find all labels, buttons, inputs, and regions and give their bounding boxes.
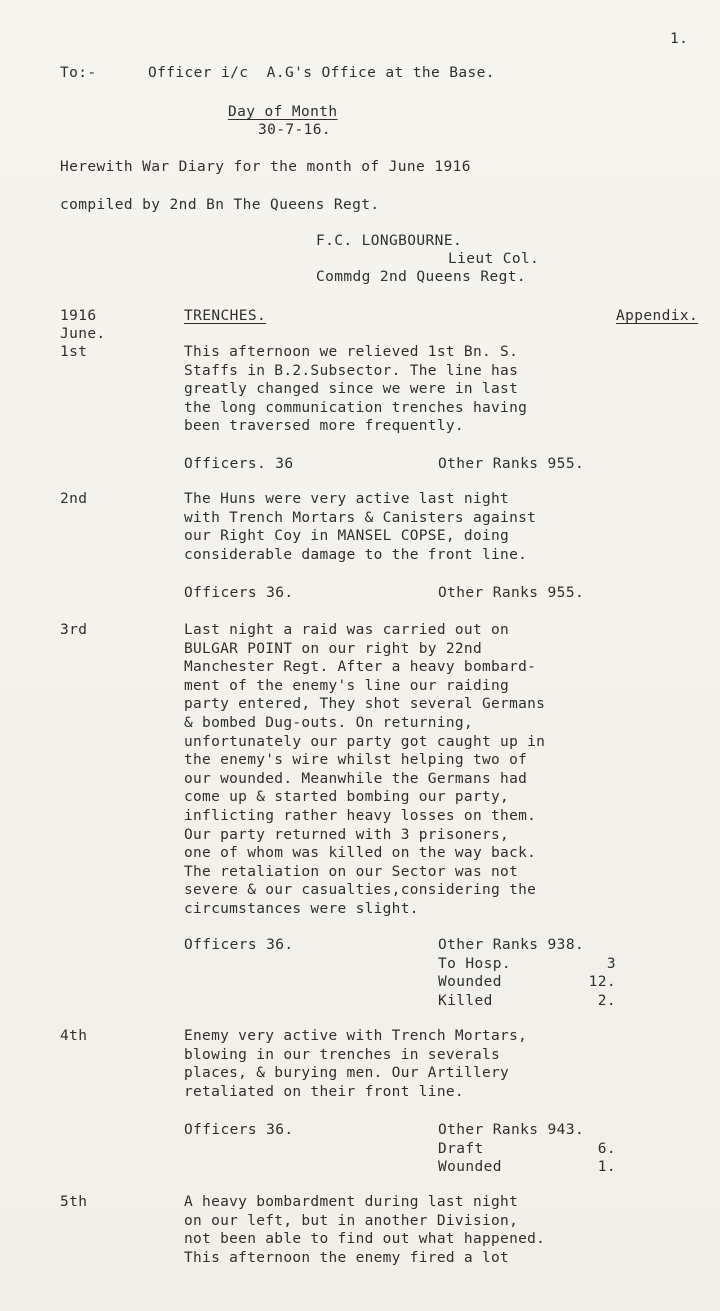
strength-row bbox=[184, 455, 616, 474]
casualty-label: Draft bbox=[438, 1140, 484, 1157]
entry-day: 1st bbox=[60, 344, 88, 360]
officers-count: Officers 36. bbox=[184, 585, 294, 601]
entry-line: Enemy very active with Trench Mortars, bbox=[184, 1028, 528, 1044]
entry-line: This afternoon we relieved 1st Bn. S. bbox=[184, 344, 519, 360]
entry-line: the long communication trenches having bbox=[184, 399, 528, 416]
count-value: 6. bbox=[597, 1140, 616, 1157]
entry-line: been traversed more frequently. bbox=[184, 418, 464, 435]
strength-row bbox=[184, 1121, 616, 1140]
count-value: 1. bbox=[597, 1159, 616, 1175]
month: June. bbox=[60, 326, 106, 342]
casualty-label: Wounded bbox=[438, 974, 502, 990]
officers-count: Officers. 36 bbox=[184, 456, 294, 472]
count-value: 3 bbox=[606, 955, 616, 972]
strength-row bbox=[184, 936, 616, 955]
officers-count: Officers 36. bbox=[184, 1122, 294, 1138]
strength-return bbox=[184, 1121, 616, 1177]
signatory-rank: Lieut Col. bbox=[448, 251, 540, 267]
entry-line: blowing in our trenches in severals bbox=[184, 1046, 501, 1063]
other-ranks: Other Ranks 955. bbox=[438, 585, 585, 601]
entry-line: with Trench Mortars & Canisters against bbox=[184, 509, 537, 526]
year: 1916 bbox=[60, 308, 97, 324]
entry-line: places, & burying men. Our Artillery bbox=[184, 1065, 510, 1082]
entry-text bbox=[184, 490, 624, 564]
officers-count: Officers 36. bbox=[184, 937, 294, 953]
casualty-label: Killed bbox=[438, 992, 493, 1009]
entry-line: Last night a raid was carried out on bbox=[184, 622, 510, 638]
addressee: Officer i/c A.G's Office at the Base. bbox=[148, 65, 495, 81]
strength-return bbox=[184, 584, 616, 603]
compiled-line: compiled by 2nd Bn The Queens Regt. bbox=[60, 197, 380, 213]
entry-line: A heavy bombardment during last night bbox=[184, 1194, 519, 1210]
entry-day: 3rd bbox=[60, 622, 88, 638]
entry-line: come up & started bombing our party, bbox=[184, 789, 510, 806]
entry-line: & bombed Dug-outs. On returning, bbox=[184, 714, 473, 731]
strength-row bbox=[184, 584, 616, 603]
page-number: 1. bbox=[670, 31, 689, 47]
entry-line: Manchester Regt. After a heavy bombard- bbox=[184, 659, 537, 676]
strength-return bbox=[184, 936, 616, 1010]
entry-line: This afternoon the enemy fired a lot bbox=[184, 1249, 510, 1266]
casualty-label: To Hosp. bbox=[438, 955, 512, 972]
entry-day: 4th bbox=[60, 1028, 88, 1044]
signatory-command: Commdg 2nd Queens Regt. bbox=[316, 269, 526, 285]
strength-row bbox=[184, 992, 616, 1011]
entry-line: unfortunately our party got caught up in bbox=[184, 733, 546, 750]
herewith-line: Herewith War Diary for the month of June 1916 bbox=[60, 159, 471, 175]
entry-text bbox=[184, 343, 624, 436]
entry-line: Our party returned with 3 prisoners, bbox=[184, 826, 510, 843]
entry-line: inflicting rather heavy losses on them. bbox=[184, 807, 537, 824]
entry-line: one of whom was killed on the way back. bbox=[184, 845, 537, 862]
strength-return bbox=[184, 455, 616, 474]
casualty-label: Wounded bbox=[438, 1159, 502, 1175]
entry-line: party entered, They shot several Germans bbox=[184, 696, 546, 713]
to-label: To:- bbox=[60, 65, 97, 81]
entry-line: Staffs in B.2.Subsector. The line has bbox=[184, 362, 519, 379]
entry-line: considerable damage to the front line. bbox=[184, 546, 528, 563]
strength-row bbox=[184, 973, 616, 992]
strength-row bbox=[184, 955, 616, 974]
date-value: 30-7-16. bbox=[258, 122, 332, 138]
count-value: 12. bbox=[588, 974, 616, 990]
entry-text bbox=[184, 1027, 624, 1101]
date-label: Day of Month bbox=[228, 104, 338, 120]
entry-line: the enemy's wire whilst helping two of bbox=[184, 752, 528, 769]
count-value: 2. bbox=[597, 992, 616, 1009]
entry-line: greatly changed since we were in last bbox=[184, 381, 519, 398]
other-ranks: Other Ranks 938. bbox=[438, 937, 585, 953]
entry-line: on our left, but in another Division, bbox=[184, 1212, 519, 1229]
entry-line: The retaliation on our Sector was not bbox=[184, 863, 519, 880]
entry-line: our Right Coy in MANSEL COPSE, doing bbox=[184, 528, 510, 545]
entry-day: 5th bbox=[60, 1194, 88, 1210]
entry-line: our wounded. Meanwhile the Germans had bbox=[184, 770, 528, 787]
entry-text bbox=[184, 621, 624, 919]
other-ranks: Other Ranks 955. bbox=[438, 456, 585, 472]
strength-row bbox=[184, 1158, 616, 1177]
entry-line: circumstances were slight. bbox=[184, 900, 419, 917]
appendix-label: Appendix. bbox=[616, 308, 699, 324]
entry-line: The Huns were very active last night bbox=[184, 491, 510, 507]
entry-day: 2nd bbox=[60, 491, 88, 507]
entry-line: retaliated on their front line. bbox=[184, 1083, 464, 1100]
entry-line: ment of the enemy's line our raiding bbox=[184, 677, 510, 694]
entry-line: not been able to find out what happened. bbox=[184, 1231, 546, 1248]
entry-text bbox=[184, 1193, 624, 1267]
signatory-name: F.C. LONGBOURNE. bbox=[316, 233, 463, 249]
strength-row bbox=[184, 1140, 616, 1159]
entry-line: severe & our casualties,considering the bbox=[184, 882, 537, 899]
entry-line: BULGAR POINT on our right by 22nd bbox=[184, 640, 482, 657]
section-heading: TRENCHES. bbox=[184, 308, 267, 324]
other-ranks: Other Ranks 943. bbox=[438, 1122, 585, 1138]
